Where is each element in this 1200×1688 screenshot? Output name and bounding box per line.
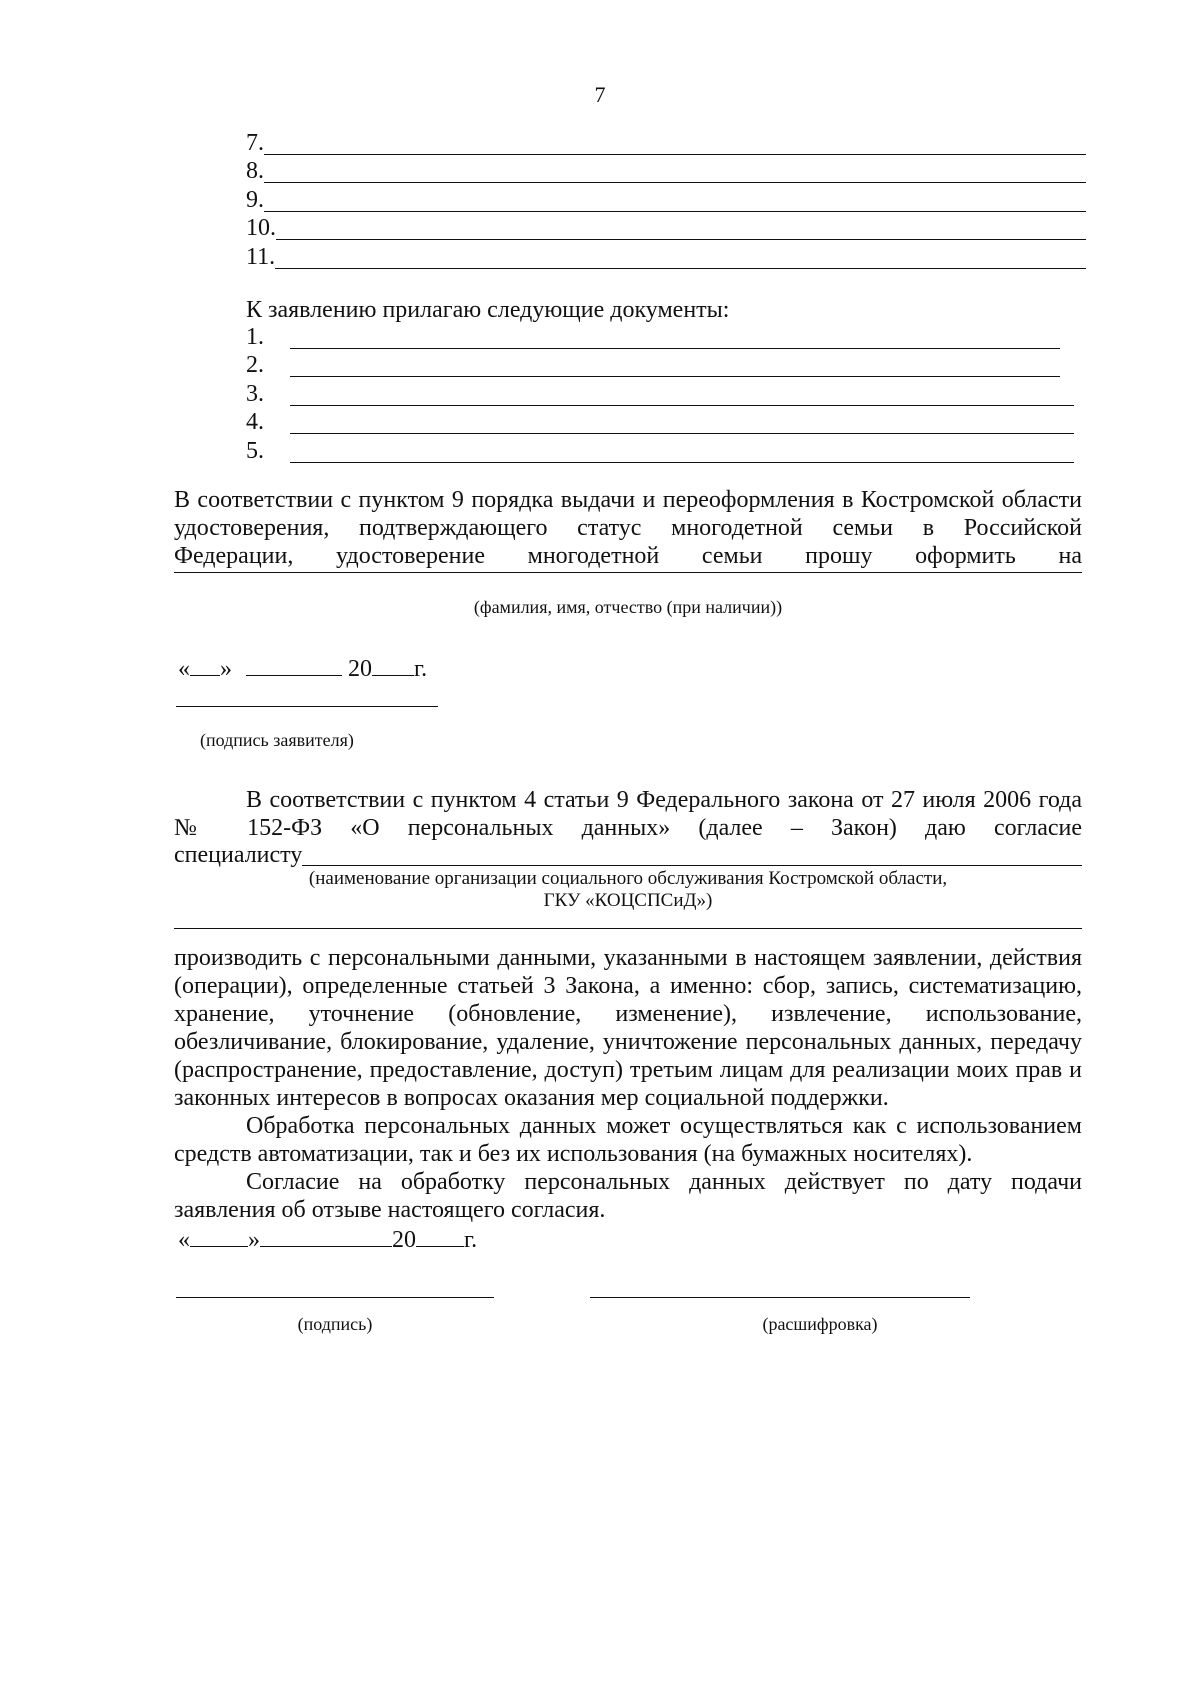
attachment-item <box>246 436 1080 465</box>
date-field-2 <box>178 1226 477 1254</box>
year-suffix: г. <box>414 656 428 682</box>
numbered-line <box>246 242 1086 271</box>
line-number: 11. <box>246 243 276 270</box>
specialist-fill-line <box>302 845 1082 866</box>
fio-caption: (фамилия, имя, отчество (при наличии)) <box>473 597 783 617</box>
quote-open: « <box>178 1227 190 1253</box>
applicant-signature-line <box>176 706 438 707</box>
month-blank <box>246 655 342 676</box>
blank-line <box>264 162 1086 183</box>
decoding-caption: (расшифровка) <box>762 1314 878 1334</box>
line-number: 8. <box>246 158 264 184</box>
blank-line <box>276 219 1086 240</box>
numbered-line <box>246 157 1086 186</box>
paragraph-line: заявления об отзыве настоящего согласия. <box>174 1197 606 1223</box>
blank-line <box>290 385 1074 406</box>
year-blank <box>416 1226 464 1247</box>
processing-actions-paragraph <box>174 944 1082 1112</box>
paragraph-line: Федерации, удостоверение многодетной семьи прошу оформить на <box>174 543 1082 569</box>
paragraph-line: № 152-ФЗ «О персональных данных» (далее – Закон) даю согласие <box>174 815 1082 841</box>
blank-line <box>264 191 1086 212</box>
org-caption-line: ГКУ «КОЦСПСиД») <box>543 890 713 911</box>
paragraph-line: В соответствии с пунктом 9 порядка выдачи и переоформления в Костромской области <box>174 487 1082 513</box>
quote-close: » <box>220 656 232 682</box>
year-prefix: 20 <box>392 1227 416 1253</box>
attachment-number: 4. <box>246 409 264 435</box>
attachments-intro: К заявлению прилагаю следующие документы: <box>246 297 730 323</box>
applicant-signature-caption: (подпись заявителя) <box>200 730 354 750</box>
day-blank <box>190 1226 248 1247</box>
blank-line <box>264 134 1086 155</box>
numbered-lines <box>246 128 1086 271</box>
paragraph-line: удостоверения, подтверждающего статус многодетной семьи в Российской <box>174 515 1082 541</box>
attachments-list <box>246 322 1080 465</box>
specialist-label: специалисту <box>174 842 303 868</box>
paragraph-line: обезличивание, блокирование, удаление, уничтожение персональных данных, передачу <box>174 1029 1082 1055</box>
year-prefix: 20 <box>348 656 372 682</box>
quote-open: « <box>178 656 190 682</box>
org-fill-line <box>174 928 1082 929</box>
paragraph-line: производить с персональными данными, указанными в настоящем заявлении, действия <box>174 945 1082 971</box>
line-number: 10. <box>246 215 276 241</box>
specialist-row <box>174 842 1082 869</box>
processing-means-paragraph <box>174 1112 1082 1168</box>
paragraph-line: средств автоматизации, так и без их использования (на бумажных носителях). <box>174 1141 973 1167</box>
page-number: 7 <box>594 82 606 107</box>
paragraph-line: В соответствии с пунктом 4 статьи 9 Федерального закона от 27 июля 2006 года <box>246 787 1082 813</box>
attachment-item <box>246 379 1080 408</box>
org-caption <box>174 868 1082 912</box>
org-caption-line: (наименование организации социального обслуживания Костромской области, <box>308 868 948 889</box>
paragraph-line: законных интересов в вопросах оказания мер социальной поддержки. <box>174 1085 889 1111</box>
consent-paragraph <box>174 786 1082 842</box>
blank-line <box>290 442 1074 463</box>
attachment-item <box>246 322 1080 351</box>
numbered-line <box>246 128 1086 157</box>
numbered-line <box>246 214 1086 243</box>
year-suffix: г. <box>464 1227 478 1253</box>
consent-validity-paragraph <box>174 1168 1082 1224</box>
certificate-request-paragraph <box>174 486 1082 570</box>
blank-line <box>290 356 1060 377</box>
paragraph-line: (распространение, предоставление, доступ) третьим лицам для реализации моих прав и <box>174 1057 1082 1083</box>
day-blank <box>190 655 220 676</box>
date-field-1 <box>178 655 427 683</box>
blank-line <box>290 413 1074 434</box>
attachment-item <box>246 408 1080 437</box>
decoding-line <box>590 1297 970 1298</box>
line-number: 9. <box>246 186 264 213</box>
signature-line <box>176 1297 494 1298</box>
numbered-line <box>246 185 1086 214</box>
paragraph-line: хранение, уточнение (обновление, изменение), извлечение, использование, <box>174 1001 1082 1027</box>
month-blank <box>260 1226 392 1247</box>
signature-caption: (подпись) <box>297 1314 373 1334</box>
paragraph-line: Согласие на обработку персональных данных действует по дату подачи <box>246 1169 1082 1195</box>
attachment-number: 3. <box>246 380 264 407</box>
paragraph-line: (операции), определенные статьей 3 Закона, а именно: сбор, запись, систематизацию, <box>174 973 1082 999</box>
attachment-item <box>246 351 1080 380</box>
year-blank <box>372 655 414 676</box>
fio-fill-line <box>174 572 1082 573</box>
blank-line <box>275 248 1086 269</box>
paragraph-line: Обработка персональных данных может осуществляться как с использованием <box>246 1113 1082 1139</box>
attachment-number: 1. <box>246 323 264 350</box>
blank-line <box>290 328 1060 349</box>
attachment-number: 5. <box>246 437 264 464</box>
attachment-number: 2. <box>246 352 264 378</box>
line-number: 7. <box>246 129 264 156</box>
quote-close: » <box>248 1227 260 1253</box>
